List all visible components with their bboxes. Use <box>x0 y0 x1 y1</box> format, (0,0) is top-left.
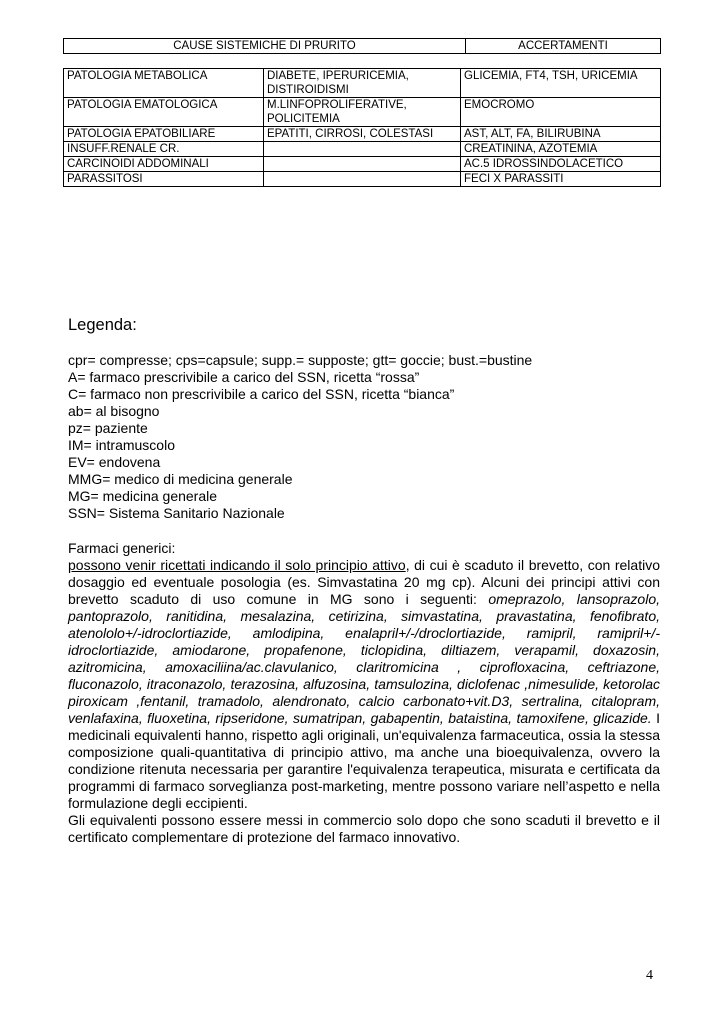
legend-item: A= farmaco prescrivibile a carico del SSN, ricetta “rossa” <box>68 369 420 385</box>
cause-category-cell: PATOLOGIA EMATOLOGICA <box>64 98 264 127</box>
header-table <box>63 38 661 54</box>
legend-title: Legenda: <box>68 316 137 334</box>
cause-category-cell: CARCINOIDI ADDOMINALI <box>64 157 264 172</box>
tests-cell: EMOCROMO <box>461 98 661 127</box>
table-row <box>64 69 661 98</box>
generics-title: Farmaci generici: <box>68 540 176 556</box>
cause-detail-cell: M.LINFOPROLIFERATIVE, POLICITEMIA <box>264 98 461 127</box>
header-col-tests: ACCERTAMENTI <box>466 39 661 54</box>
cause-category-cell: PATOLOGIA METABOLICA <box>64 69 264 98</box>
legend-item: C= farmaco non prescrivibile a carico del SSN, ricetta “bianca” <box>68 386 455 402</box>
legend-item: SSN= Sistema Sanitario Nazionale <box>68 505 285 521</box>
cause-detail-cell <box>264 157 461 172</box>
tests-cell: FECI X PARASSITI <box>461 172 661 187</box>
tests-cell: AST, ALT, FA, BILIRUBINA <box>461 127 661 142</box>
cause-category-cell: PARASSITOSI <box>64 172 264 187</box>
legend-item: MG= medicina generale <box>68 488 218 504</box>
legend-item: ab= al bisogno <box>68 403 160 419</box>
cause-detail-cell <box>264 172 461 187</box>
cause-detail-cell: DIABETE, IPERURICEMIA, DISTIROIDISMI <box>264 69 461 98</box>
page-number: 4 <box>646 968 653 983</box>
cause-category-cell: INSUFF.RENALE CR. <box>64 142 264 157</box>
legend-item: IM= intramuscolo <box>68 437 175 453</box>
table-row <box>64 142 661 157</box>
legend-item: pz= paziente <box>68 420 148 436</box>
legend-item: EV= endovena <box>68 454 161 470</box>
cause-detail-cell: EPATITI, CIRROSI, COLESTASI <box>264 127 461 142</box>
table-row <box>64 172 661 187</box>
generics-rest: I medicinali equivalenti hanno, rispetto agli originali, un'equivalenza farmaceutica, ossia la stessa composizione quali-quantitativa di principio attivo, ma anche una bioequivalenza, ovvero la condizione ritenuta necessaria per garantire l'equivalenza terapeutica, misurata e certificata da programmi di farmaco sorveglianza post-marketing, mentre possono variare nell’aspetto e nella formulazione degli eccipienti. <box>68 710 661 811</box>
generics-intro: , di cui è scaduto il brevetto, con relativo dosaggio ed eventuale posologia (es. Simvastatina 20 mg cp). Alcuni dei principi attivi con brevetto scaduto di uso comune in MG sono i seguenti: <box>68 557 660 607</box>
legend-item: cpr= compresse; cps=capsule; supp.= supposte; gtt= goccie; bust.=bustine <box>68 352 533 368</box>
table-row <box>64 157 661 172</box>
legend-list <box>68 352 532 522</box>
cause-category-cell: PATOLOGIA EPATOBILIARE <box>64 127 264 142</box>
tests-cell: AC.5 IDROSSINDOLACETICO <box>461 157 661 172</box>
generics-drug-list: omeprazolo, lansoprazolo, pantoprazolo, ranitidina, mesalazina, cetirizina, simvastatina, pravastatina, fenofibrato, atenololo+/-idroclortiazide, amlodipina, enalapril+/-/droclortiazide, ramipril, ramipril+/-idroclortiazide, amiodarone, propafenone, ticlopidina, diltiazem, verapamil, doxazosin, azitromicina, amoxaciliina/ac.clavulanico, claritromicina , ciprofloxacina, ceftriazone, fluconazolo, itraconazolo, terazosina, alfuzosina, tamsulozina, diclofenac ,nimesulide, ketorolac piroxicam ,fentanil, tramadolo, alendronato, calcio carbonato+vit.D3, sertralina, citalopram, venlafaxina, fluoxetina, ripseridone, sumatripan, gabapentin, bataistina, tamoxifene, glicazide. <box>68 591 660 726</box>
tests-cell: CREATININA, AZOTEMIA <box>461 142 661 157</box>
cause-detail-cell <box>264 142 461 157</box>
causes-table <box>63 68 661 187</box>
generics-underlined-text: possono venir ricettati indicando il solo principio attivo <box>68 557 406 573</box>
table-row <box>64 127 661 142</box>
tests-cell: GLICEMIA, FT4, TSH, URICEMIA <box>461 69 661 98</box>
legend-item: MMG= medico di medicina generale <box>68 471 293 487</box>
generics-closing: Gli equivalenti possono essere messi in commercio solo dopo che sono scaduti il brevetto e il certificato complementare di protezione del farmaco innovativo. <box>68 812 660 845</box>
header-col-causes: CAUSE SISTEMICHE DI PRURITO <box>64 39 466 54</box>
generics-paragraph <box>68 557 660 812</box>
table-row <box>64 98 661 127</box>
generic-drugs-section <box>68 540 660 846</box>
